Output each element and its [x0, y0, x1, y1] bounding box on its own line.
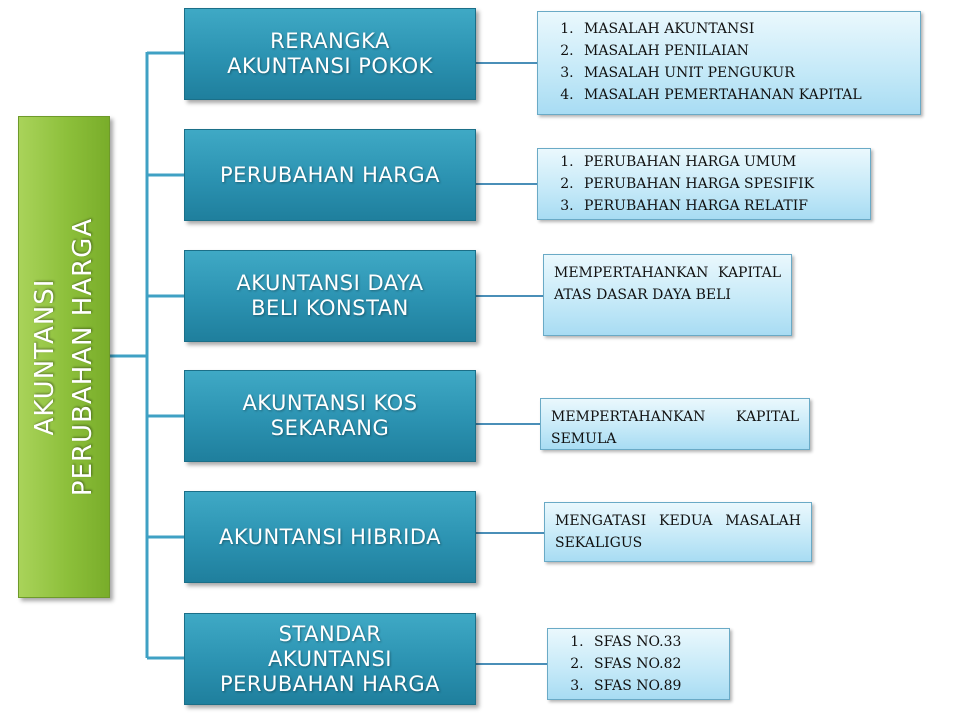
- list-item: 2. MASALAH PENILAIAN: [578, 40, 912, 62]
- detail-box-sfas: [547, 628, 730, 700]
- root-title-line-1: AKUNTANSI: [30, 278, 60, 436]
- category-label-line: RERANGKA: [270, 29, 390, 53]
- list-item: 3. MASALAH UNIT PENGUKUR: [578, 62, 912, 84]
- category-perubahan-harga: [184, 129, 476, 221]
- detail-list: [538, 149, 870, 221]
- detail-box-kapital-semula: [540, 398, 810, 450]
- detail-text: MENGATASI KEDUA MASALAH SEKALIGUS: [555, 513, 801, 551]
- detail-list: [548, 629, 729, 701]
- list-item: 1. MASALAH AKUNTANSI: [578, 18, 912, 40]
- category-label-line: PERUBAHAN HARGA: [219, 671, 441, 696]
- category-rerangka-akuntansi-pokok: [184, 8, 476, 100]
- detail-list: [538, 12, 920, 110]
- category-label-line: AKUNTANSI: [268, 646, 392, 671]
- detail-box-daya-beli: [543, 254, 792, 336]
- detail-text: MEMPERTAHANKAN KAPITAL ATAS DASAR DAYA BELI: [554, 265, 781, 303]
- category-akuntansi-hibrida: [184, 491, 476, 583]
- list-item: 3. PERUBAHAN HARGA RELATIF: [578, 195, 862, 217]
- category-standar-akuntansi-perubahan-harga: [184, 613, 476, 705]
- category-label-line: PERUBAHAN HARGA: [219, 162, 441, 187]
- list-item: 4. MASALAH PEMERTAHANAN KAPITAL: [578, 84, 912, 106]
- detail-box-perubahan-harga: [537, 148, 871, 220]
- root-node: [18, 116, 110, 598]
- list-item: 1. SFAS NO.33: [588, 631, 721, 653]
- list-item: 1. PERUBAHAN HARGA UMUM: [578, 151, 862, 173]
- category-label-line: AKUNTANSI DAYA: [236, 271, 424, 295]
- detail-text: MEMPERTAHANKAN KAPITAL SEMULA: [551, 409, 799, 447]
- category-label-line: AKUNTANSI HIBRIDA: [219, 524, 441, 549]
- detail-box-masalah: [537, 11, 921, 115]
- category-label-line: STANDAR: [278, 621, 382, 646]
- category-akuntansi-kos-sekarang: [184, 370, 476, 462]
- category-label-line: BELI KONSTAN: [251, 296, 409, 320]
- detail-box-hibrida: [544, 502, 812, 562]
- category-label-line: SEKARANG: [270, 416, 390, 440]
- category-label-line: AKUNTANSI KOS: [242, 391, 418, 415]
- category-label-line: AKUNTANSI POKOK: [227, 54, 433, 78]
- list-item: 3. SFAS NO.89: [588, 675, 721, 697]
- root-title-line-2: PERUBAHAN HARGA: [68, 217, 98, 497]
- root-title: [26, 218, 102, 496]
- list-item: 2. SFAS NO.82: [588, 653, 721, 675]
- list-item: 2. PERUBAHAN HARGA SPESIFIK: [578, 173, 862, 195]
- category-akuntansi-daya-beli-konstan: [184, 250, 476, 342]
